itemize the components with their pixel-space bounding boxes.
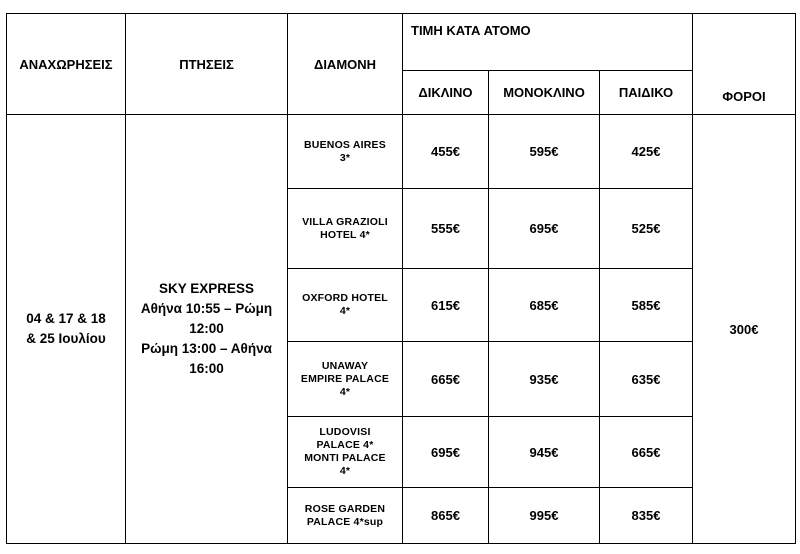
price-child: 425€ — [600, 115, 693, 189]
hotel-name-line: BUENOS AIRES — [304, 138, 386, 151]
flight-return-1: Ρώμη 13:00 – Αθήνα — [141, 341, 272, 356]
pricing-table-container — [6, 13, 796, 544]
header-departures: ΑΝΑΧΩΡΗΣΕΙΣ — [7, 14, 126, 115]
price-single: 695€ — [489, 189, 600, 269]
hotel-name-line: UNAWAY — [321, 359, 369, 372]
header-child: ΠΑΙΔΙΚΟ — [600, 71, 693, 115]
table-row — [7, 115, 796, 189]
header-taxes: ΦΟΡΟΙ — [693, 14, 796, 115]
hotel-cell — [288, 269, 403, 342]
hotel-name-line: MONTI PALACE — [304, 452, 386, 464]
price-single: 945€ — [489, 417, 600, 488]
header-price-per-person: ΤΙΜΗ ΚΑΤΑ ΑΤΟΜΟ — [403, 14, 693, 71]
price-child: 525€ — [600, 189, 693, 269]
departures-line-2: & 25 Ιουλίου — [26, 331, 106, 346]
hotel-cell — [288, 189, 403, 269]
departures-line-1: 04 & 17 & 18 — [26, 311, 106, 326]
flight-outbound-2: 12:00 — [189, 321, 224, 336]
hotel-cell — [288, 342, 403, 417]
price-single: 935€ — [489, 342, 600, 417]
hotel-name-line: PALACE 4*sup — [306, 515, 384, 528]
header-double: ΔΙΚΛΙΝΟ — [403, 71, 489, 115]
price-double: 615€ — [403, 269, 489, 342]
hotel-name-line: EMPIRE PALACE — [300, 372, 390, 385]
hotel-cell — [288, 115, 403, 189]
hotel-name-line: PALACE 4* — [316, 439, 374, 451]
header-accommodation: ΔΙΑΜΟΝΗ — [288, 14, 403, 115]
hotel-name-line: 4* — [339, 385, 351, 398]
pricing-table — [6, 13, 796, 544]
price-double: 665€ — [403, 342, 489, 417]
price-single: 685€ — [489, 269, 600, 342]
flight-outbound-1: Αθήνα 10:55 – Ρώμη — [140, 301, 273, 316]
header-single: ΜΟΝΟΚΛΙΝΟ — [489, 71, 600, 115]
hotel-name-line: ROSE GARDEN — [304, 502, 386, 515]
hotel-name-line: LUDOVISI — [319, 426, 371, 438]
hotel-name-line: OXFORD HOTEL — [302, 292, 388, 304]
hotel-cell — [288, 488, 403, 544]
taxes-cell: 300€ — [693, 115, 796, 544]
flight-airline: SKY EXPRESS — [158, 281, 255, 296]
flights-cell — [126, 115, 288, 544]
departures-cell — [7, 115, 126, 544]
header-flights: ΠΤΗΣΕΙΣ — [126, 14, 288, 115]
price-single: 595€ — [489, 115, 600, 189]
price-child: 635€ — [600, 342, 693, 417]
price-double: 455€ — [403, 115, 489, 189]
price-double: 555€ — [403, 189, 489, 269]
price-child: 585€ — [600, 269, 693, 342]
flight-return-2: 16:00 — [189, 361, 224, 376]
hotel-name-line: HOTEL 4* — [320, 228, 370, 241]
hotel-cell — [288, 417, 403, 488]
price-single: 995€ — [489, 488, 600, 544]
hotel-name-line: 4* — [339, 465, 351, 477]
price-double: 865€ — [403, 488, 489, 544]
price-child: 665€ — [600, 417, 693, 488]
hotel-name-line: 3* — [339, 151, 351, 164]
hotel-name-line: 4* — [339, 305, 351, 317]
hotel-name-line: VILLA GRAZIOLI — [302, 215, 388, 228]
price-child: 835€ — [600, 488, 693, 544]
price-double: 695€ — [403, 417, 489, 488]
